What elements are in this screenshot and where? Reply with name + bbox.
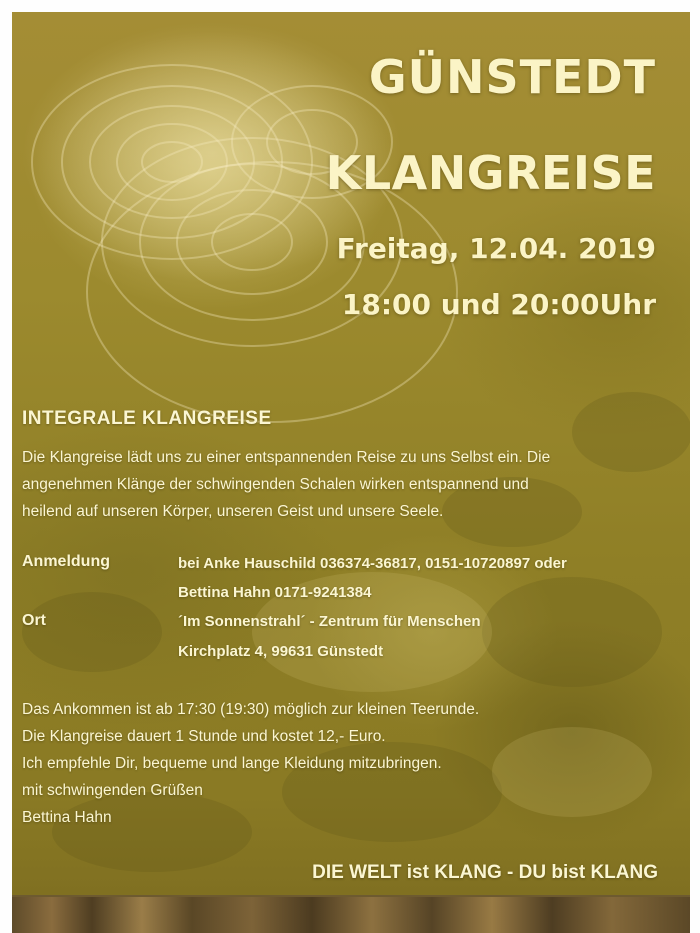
intro-line: heilend auf unseren Körper, unseren Geist und unsere Seele. <box>22 503 444 520</box>
details-line: Das Ankommen ist ab 17:30 (19:30) möglich zur kleinen Teerunde. <box>22 701 480 718</box>
signature-name: Bettina Hahn <box>22 809 112 826</box>
intro-line: angenehmen Klänge der schwingenden Schalen wirken entspannend und <box>22 476 529 493</box>
location-label: Ort <box>22 612 46 629</box>
intro-paragraph <box>22 444 662 525</box>
poster <box>12 12 690 933</box>
details-line: Die Klangreise dauert 1 Stunde und kostet 12,- Euro. <box>22 728 386 745</box>
section-heading: INTEGRALE KLANGREISE <box>22 408 272 429</box>
registration-label: Anmeldung <box>22 553 110 570</box>
poster-title-event: KLANGREISE <box>325 146 656 200</box>
slogan: DIE WELT ist KLANG - DU bist KLANG <box>312 862 658 883</box>
event-times: 18:00 und 20:00Uhr <box>341 288 656 321</box>
location-address: Kirchplatz 4, 99631 Günstedt <box>178 643 384 660</box>
details-line: Ich empfehle Dir, bequeme und lange Kleidung mitzubringen. <box>22 755 442 772</box>
location-name: ´Im Sonnenstrahl´ - Zentrum für Menschen <box>178 613 481 630</box>
details-line: mit schwingenden Grüßen <box>22 782 203 799</box>
registration-contact-1: bei Anke Hauschild 036374-36817, 0151-10720897 oder <box>178 555 567 572</box>
stones-border-image <box>12 895 690 933</box>
poster-title-village: GÜNSTEDT <box>368 50 656 104</box>
intro-line: Die Klangreise lädt uns zu einer entspannenden Reise zu uns Selbst ein. Die <box>22 449 551 466</box>
registration-contact-2: Bettina Hahn 0171-9241384 <box>178 584 372 601</box>
event-date: Freitag, 12.04. 2019 <box>336 232 656 265</box>
details-paragraph <box>22 696 662 831</box>
